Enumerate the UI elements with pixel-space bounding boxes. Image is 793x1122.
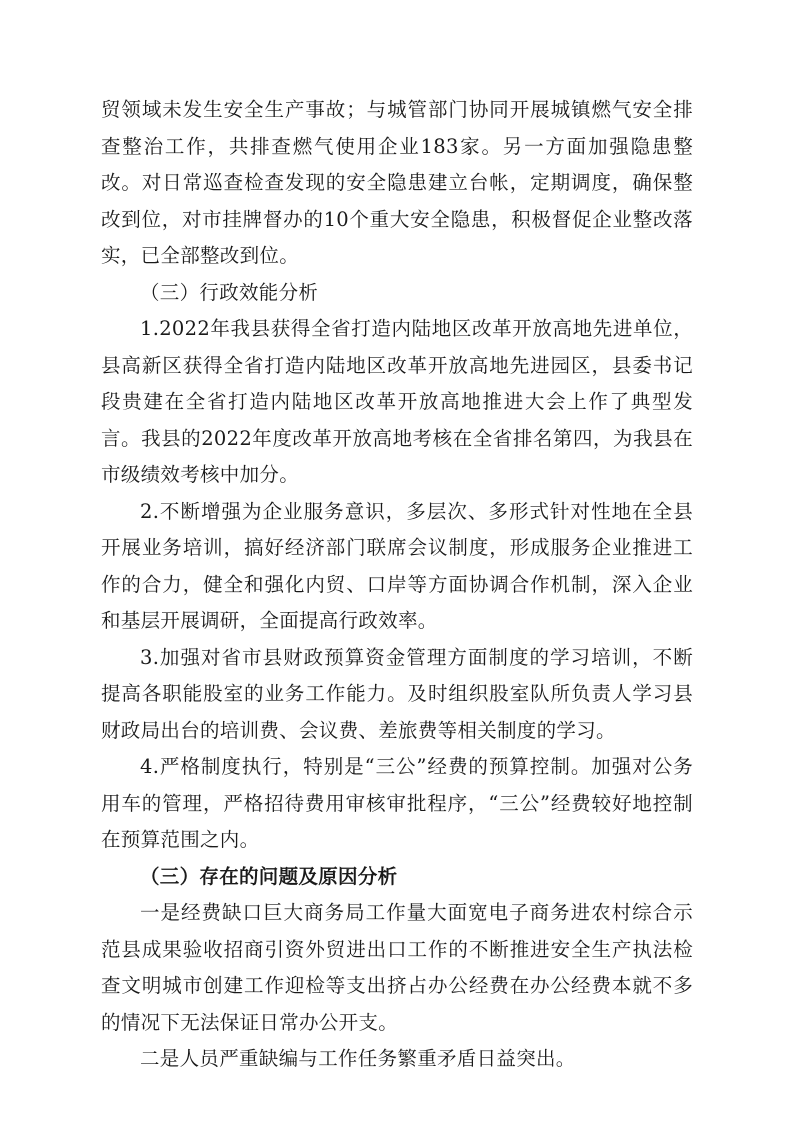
paragraph-problem-2: 二是人员严重缺编与工作任务繁重矛盾日益突出。 (140, 1047, 576, 1070)
section-heading-problems: （三）存在的问题及原因分析 (140, 864, 398, 888)
paragraph-safety-continued: 贸领域未发生安全生产事故；与城管部门协同开展城镇燃气安全排查整治工作，共排查燃气使用企业183家。另一方面加强隐患整改。对日常巡查检查发现的安全隐患建立台帐，定期调度，确保整改到位，对市挂牌督办的10个重大安全隐患，积极督促企业整改落实，已全部整改到位。 (101, 98, 693, 267)
paragraph-problem-1: 一是经费缺口巨大商务局工作量大面宽电子商务进农村综合示范县成果验收招商引资外贸进出口工作的不断推进安全生产执法检查文明城市创建工作迎检等支出挤占办公经费在办公经费本就不多的情况下无法保证日常办公开支。 (101, 901, 693, 1034)
paragraph-item-4: 4.严格制度执行，特别是“三公”经费的预算控制。加强对公务用车的管理，严格招待费用审核审批程序，“三公”经费较好地控制在预算范围之内。 (101, 755, 693, 851)
paragraph-item-2: 2.不断增强为企业服务意识，多层次、多形式针对性地在全县开展业务培训，搞好经济部门联席会议制度，形成服务企业推进工作的合力，健全和强化内贸、口岸等方面协调合作机制，深入企业和基层开展调研，全面提高行政效率。 (101, 499, 693, 632)
paragraph-item-1: 1.2022年我县获得全省打造内陆地区改革开放高地先进单位，县高新区获得全省打造内陆地区改革开放高地先进园区，县委书记段贵建在全省打造内陆地区改革开放高地推进大会上作了典型发言。我县的2022年度改革开放高地考核在全省排名第四，为我县在市级绩效考核中加分。 (101, 317, 693, 486)
section-heading-admin-efficiency: （三）行政效能分析 (140, 280, 319, 304)
document-body (101, 92, 693, 1078)
paragraph-item-3: 3.加强对省市县财政预算资金管理方面制度的学习培训，不断提高各职能股室的业务工作能力。及时组织股室队所负责人学习县财政局出台的培训费、会议费、差旅费等相关制度的学习。 (101, 645, 693, 742)
